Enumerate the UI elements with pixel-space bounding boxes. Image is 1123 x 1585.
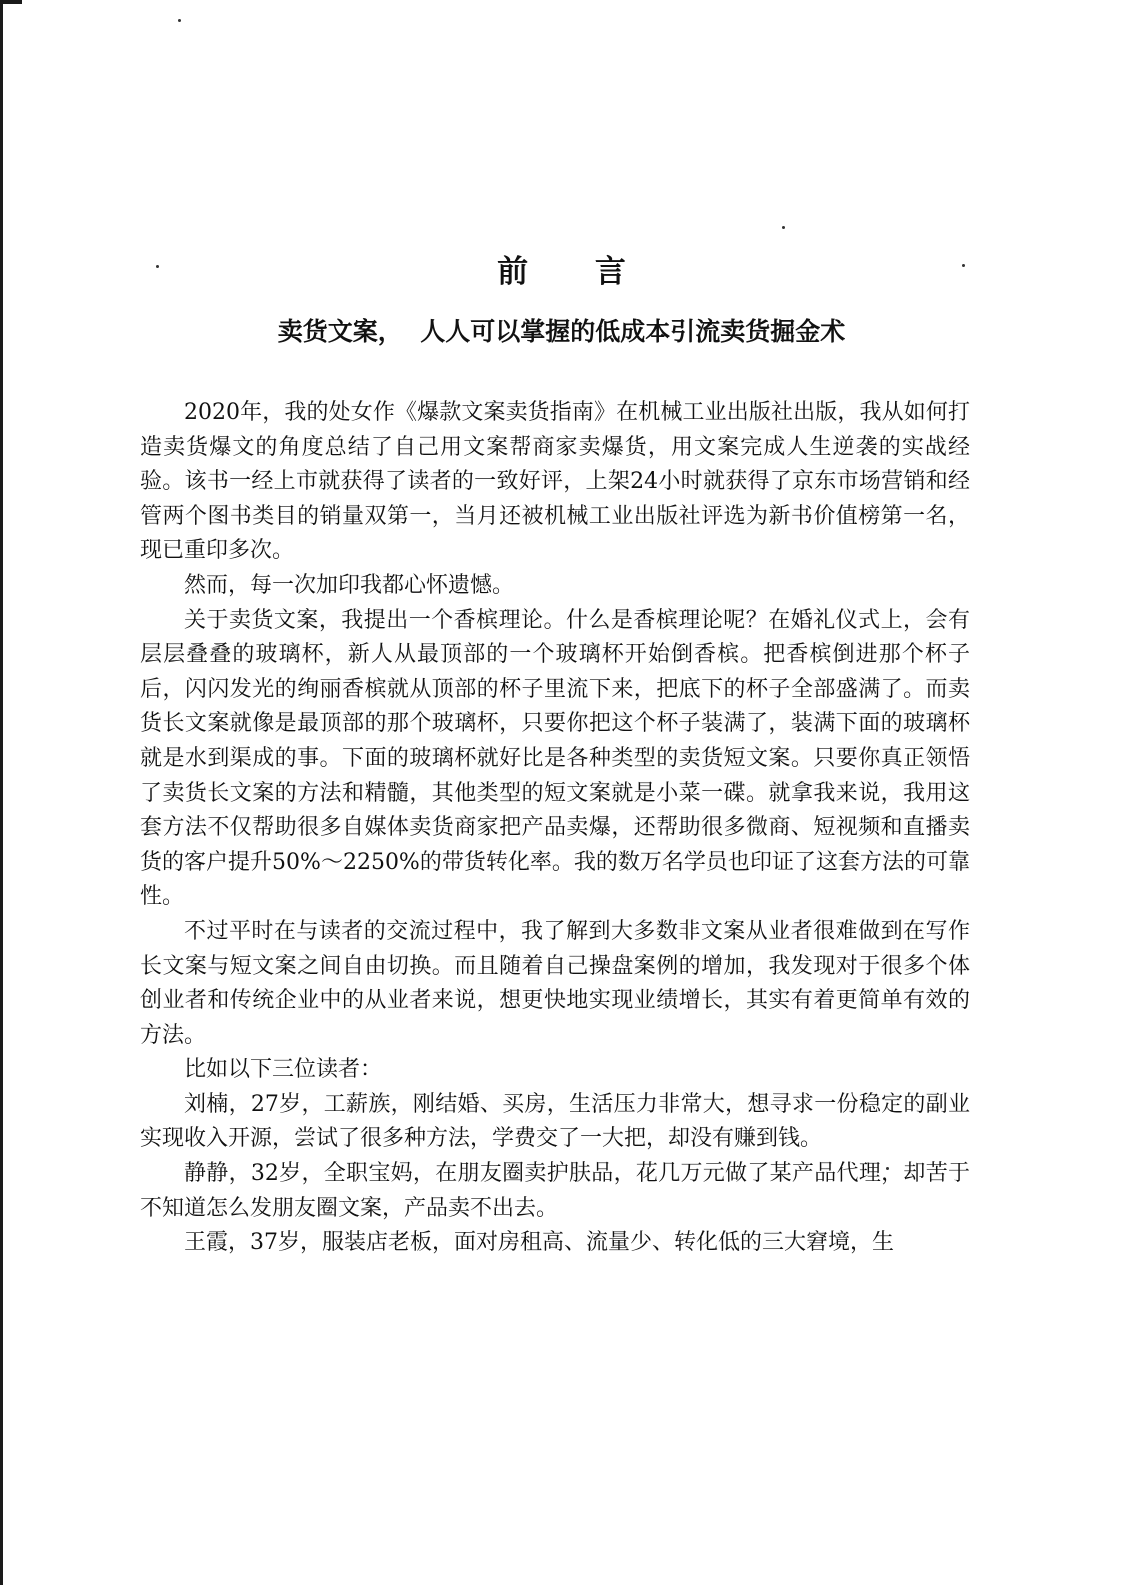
paragraph: 比如以下三位读者： <box>184 1057 383 1083</box>
paragraph: 2020年，我的处女作《爆款文案卖货指南》在机械工业出版社出版，我从如何打造卖货爆文的角度总结了自己用文案帮商家卖爆货，用文案完成人生逆袭的实战经验。该书一经上市就获得了读者的一致好评，上架24小时就获得了京东市场营销和经管两个图书类目的销量双第一，当月还被机械工业出版社评选为新书价值榜第一名，现已重印多次。 <box>140 400 970 564</box>
paragraph: 王霞，37岁，服装店老板，面对房租高、流量少、转化低的三大窘境，生 <box>184 1230 894 1256</box>
paragraph: 不过平时在与读者的交流过程中，我了解到大多数非文案从业者很难做到在写作长文案与短文案之间自由切换。而且随着自己操盘案例的增加，我发现对于很多个体创业者和传统企业中的从业者来说，想更快地实现业绩增长，其实有着更简单有效的方法。 <box>140 918 970 1048</box>
paragraph: 刘楠，27岁，工薪族，刚结婚、买房，生活压力非常大，想寻求一份稳定的副业实现收入开源，尝试了很多种方法，学费交了一大把，却没有赚到钱。 <box>140 1091 970 1152</box>
scan-edge-top <box>0 0 22 4</box>
paragraph: 然而，每一次加印我都心怀遗憾。 <box>184 572 515 598</box>
body-text <box>140 396 970 1261</box>
scan-edge-left <box>0 0 3 1585</box>
page-title: 前 言 <box>497 254 654 290</box>
scan-speck <box>782 226 785 229</box>
page-subtitle: 卖货文案， 人人可以掌握的低成本引流卖货掘金术 <box>277 317 846 346</box>
paragraph: 关于卖货文案，我提出一个香槟理论。什么是香槟理论呢？在婚礼仪式上，会有层层叠叠的玻璃杯，新人从最顶部的一个玻璃杯开始倒香槟。把香槟倒进那个杯子后，闪闪发光的绚丽香槟就从顶部的杯子里流下来，把底下的杯子全部盛满了。而卖货长文案就像是最顶部的那个玻璃杯，只要你把这个杯子装满了，装满下面的玻璃杯就是水到渠成的事。下面的玻璃杯就好比是各种类型的卖货短文案。只要你真正领悟了卖货长文案的方法和精髓，其他类型的短文案就是小菜一碟。就拿我来说，我用这套方法不仅帮助很多自媒体卖货商家把产品卖爆，还帮助很多微商、短视频和直播卖货的客户提升50%～2250%的带货转化率。我的数万名学员也印证了这套方法的可靠性。 <box>140 607 970 910</box>
paragraph: 静静，32岁，全职宝妈，在朋友圈卖护肤品，花几万元做了某产品代理，却苦于不知道怎么发朋友圈文案，产品卖不出去。 <box>140 1161 970 1221</box>
scan-speck <box>178 19 181 22</box>
